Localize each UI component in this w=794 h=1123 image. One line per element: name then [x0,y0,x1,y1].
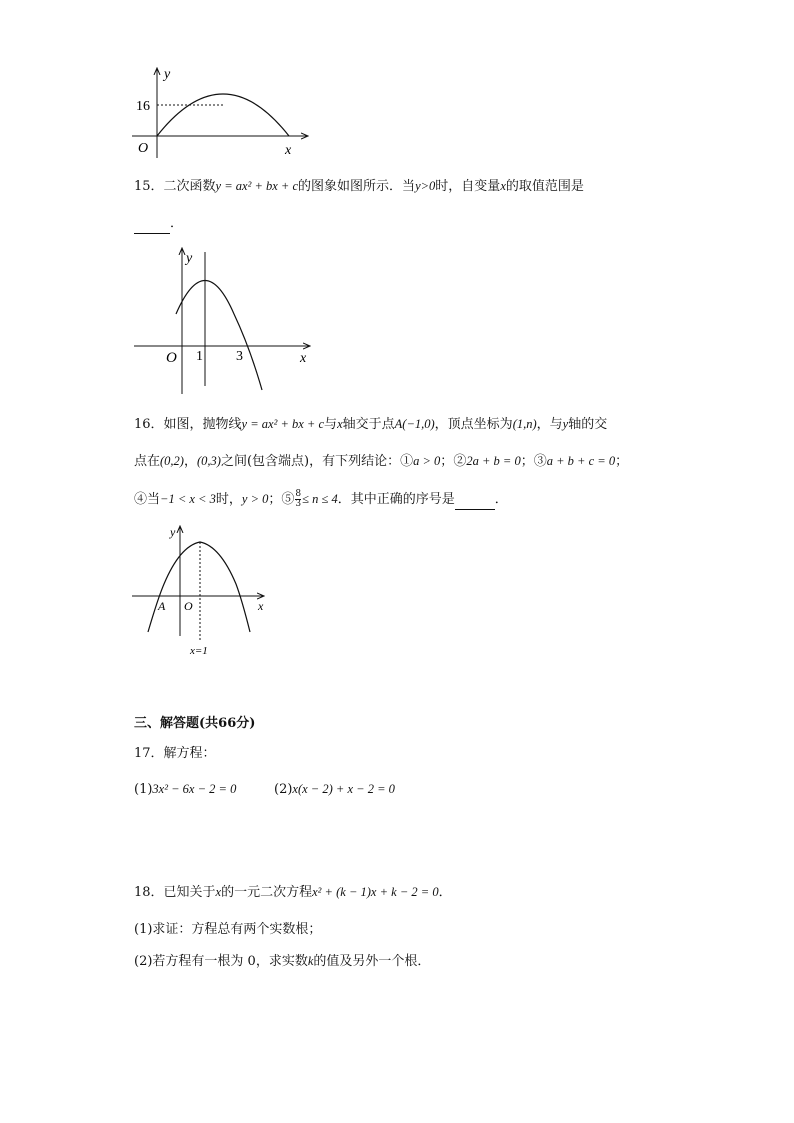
q18-part-1: (1)求证：方程总有两个实数根； [134,922,322,937]
y-axis-label: y [186,251,193,266]
point-a-label: A [158,599,166,613]
graph-top [128,64,318,160]
origin-label: O [138,141,149,156]
origin-label: O [166,350,177,366]
x-axis-label: x [285,143,292,158]
section-3-heading: 三、解答题(共66分) [134,716,256,731]
q15-function: y = ax² + bx + c [215,179,299,193]
fraction-8-3: $\frac{8}{3}$ [295,489,302,509]
q16-line-3: ④当−1 < x < 3时，y > 0；⑤ $\frac{8}{3}$ ≤ n ≤ 4．其中正确的序号是 ． [134,489,508,509]
x-axis-label: x [258,599,264,613]
parabola-curve [176,281,262,391]
q18-part-2: (2)若方程有一根为 0，求实数k的值及另外一个根． [134,954,431,969]
q15-number: 15．二次函数 [134,179,216,194]
graph-q15 [130,242,320,398]
q16-line-2: 点在(0,2)，(0,3)之间(包含端点)，有下列结论：①a > 0；②2a + b = 0；③a + b + c = 0； [134,454,629,469]
tick-3: 3 [236,349,243,364]
q16-answer-blank [455,495,495,510]
parabola-curve [157,94,289,136]
graph-q16 [128,522,278,662]
origin-label: O [184,599,193,613]
parabola-curve [148,542,250,632]
q15-condition: y>0 [415,179,436,193]
y-tick-16: 16 [136,99,150,114]
tick-1: 1 [196,349,203,364]
q16-number: 16．如图，抛物线 [134,417,242,432]
q17-title: 17．解方程： [134,746,216,761]
q18-text: 18．已知关于x的一元二次方程x² + (k − 1)x + k − 2 = 0． [134,885,452,900]
q15-text: 15．二次函数y = ax² + bx + c的图象如图所示．当y>0时，自变量x的取值范围是 [134,179,584,194]
x-axis-label: x [300,351,307,366]
y-axis-label: y [164,67,171,82]
symmetry-axis-label: x=1 [190,645,208,657]
q17-part-1: (1)3x² − 6x − 2 = 0 [134,782,237,797]
q15-answer-blank: ． [134,214,183,234]
q16-line-1: 16．如图，抛物线y = ax² + bx + c与x轴交于点A(−1,0)，顶点坐标为(1,n)，与y轴的交 [134,417,608,432]
q17-part-2: (2)x(x − 2) + x − 2 = 0 [274,782,395,797]
y-axis-label: y [170,525,176,539]
